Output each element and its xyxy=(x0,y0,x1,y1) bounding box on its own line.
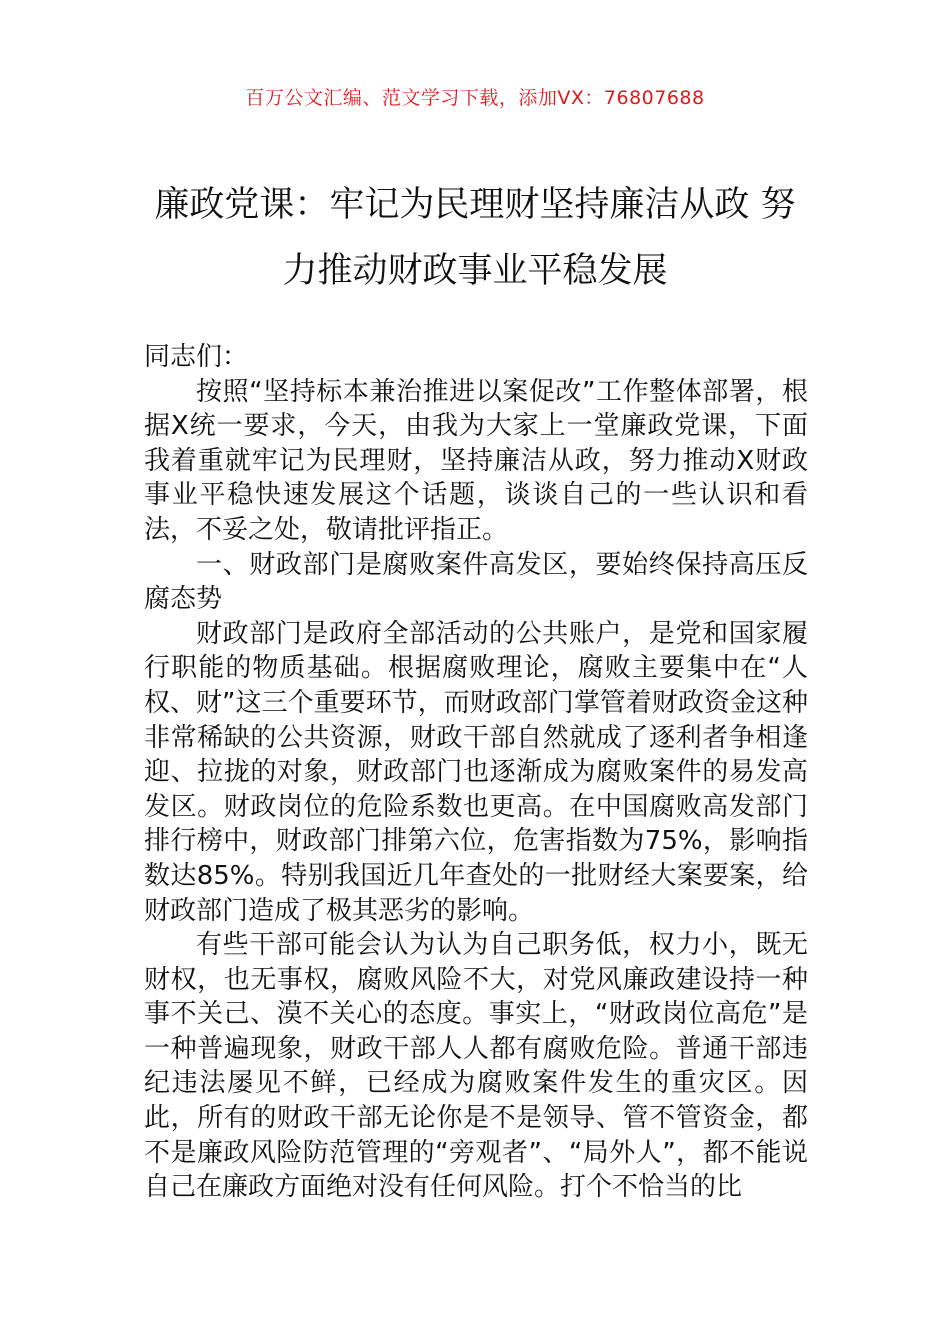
document-body xyxy=(144,340,808,1205)
document-title xyxy=(140,172,810,304)
salutation: 同志们： xyxy=(144,342,249,372)
promo-banner: 百万公文汇编、范文学习下载，添加VX：76807688 xyxy=(245,87,705,109)
title-line-2: 力推动财政事业平稳发展 xyxy=(282,251,668,291)
paragraph-finance-dept: 财政部门是政府全部活动的公共账户，是党和国家履行职能的物质基础。根据腐败理论，腐败主要集中在“人权、财”这三个重要环节，而财政部门掌管着财政资金这种非常稀缺的公共资源，财政干部自然就成了逐利者争相逢迎、拉拢的对象，财政部门也逐渐成为腐败案件的易发高发区。财政岗位的危险系数也更高。在中国腐败高发部门排行榜中，财政部门排第六位，危害指数为75%，影响指数达85%。特别我国近几年查处的一批财经大案要案，给财政部门造成了极其恶劣的影响。 xyxy=(144,618,808,926)
title-line-1: 廉政党课：牢记为民理财坚持廉洁从政 努 xyxy=(154,185,796,225)
paragraph-intro: 按照“坚持标本兼治推进以案促改”工作整体部署，根据X统一要求，今天，由我为大家上一堂廉政党课，下面我着重就牢记为民理财，坚持廉洁从政，努力推动X财政事业平稳快速发展这个话题，谈谈自己的一些认识和看法，不妥之处，敬请批评指正。 xyxy=(144,376,808,545)
paragraph-risk-awareness: 有些干部可能会认为认为自己职务低，权力小，既无财权，也无事权，腐败风险不大，对党风廉政建设持一种事不关己、漠不关心的态度。事实上，“财政岗位高危”是一种普遍现象，财政干部人人都有腐败危险。普通干部违纪违法屡见不鲜，已经成为腐败案件发生的重灾区。因此，所有的财政干部无论你是不是领导、管不管资金，都不是廉政风险防范管理的“旁观者”、“局外人”，都不能说自己在廉政方面绝对没有任何风险。打个不恰当的比 xyxy=(144,930,808,1203)
section-heading-1: 一、财政部门是腐败案件高发区，要始终保持高压反腐态势 xyxy=(144,549,808,615)
